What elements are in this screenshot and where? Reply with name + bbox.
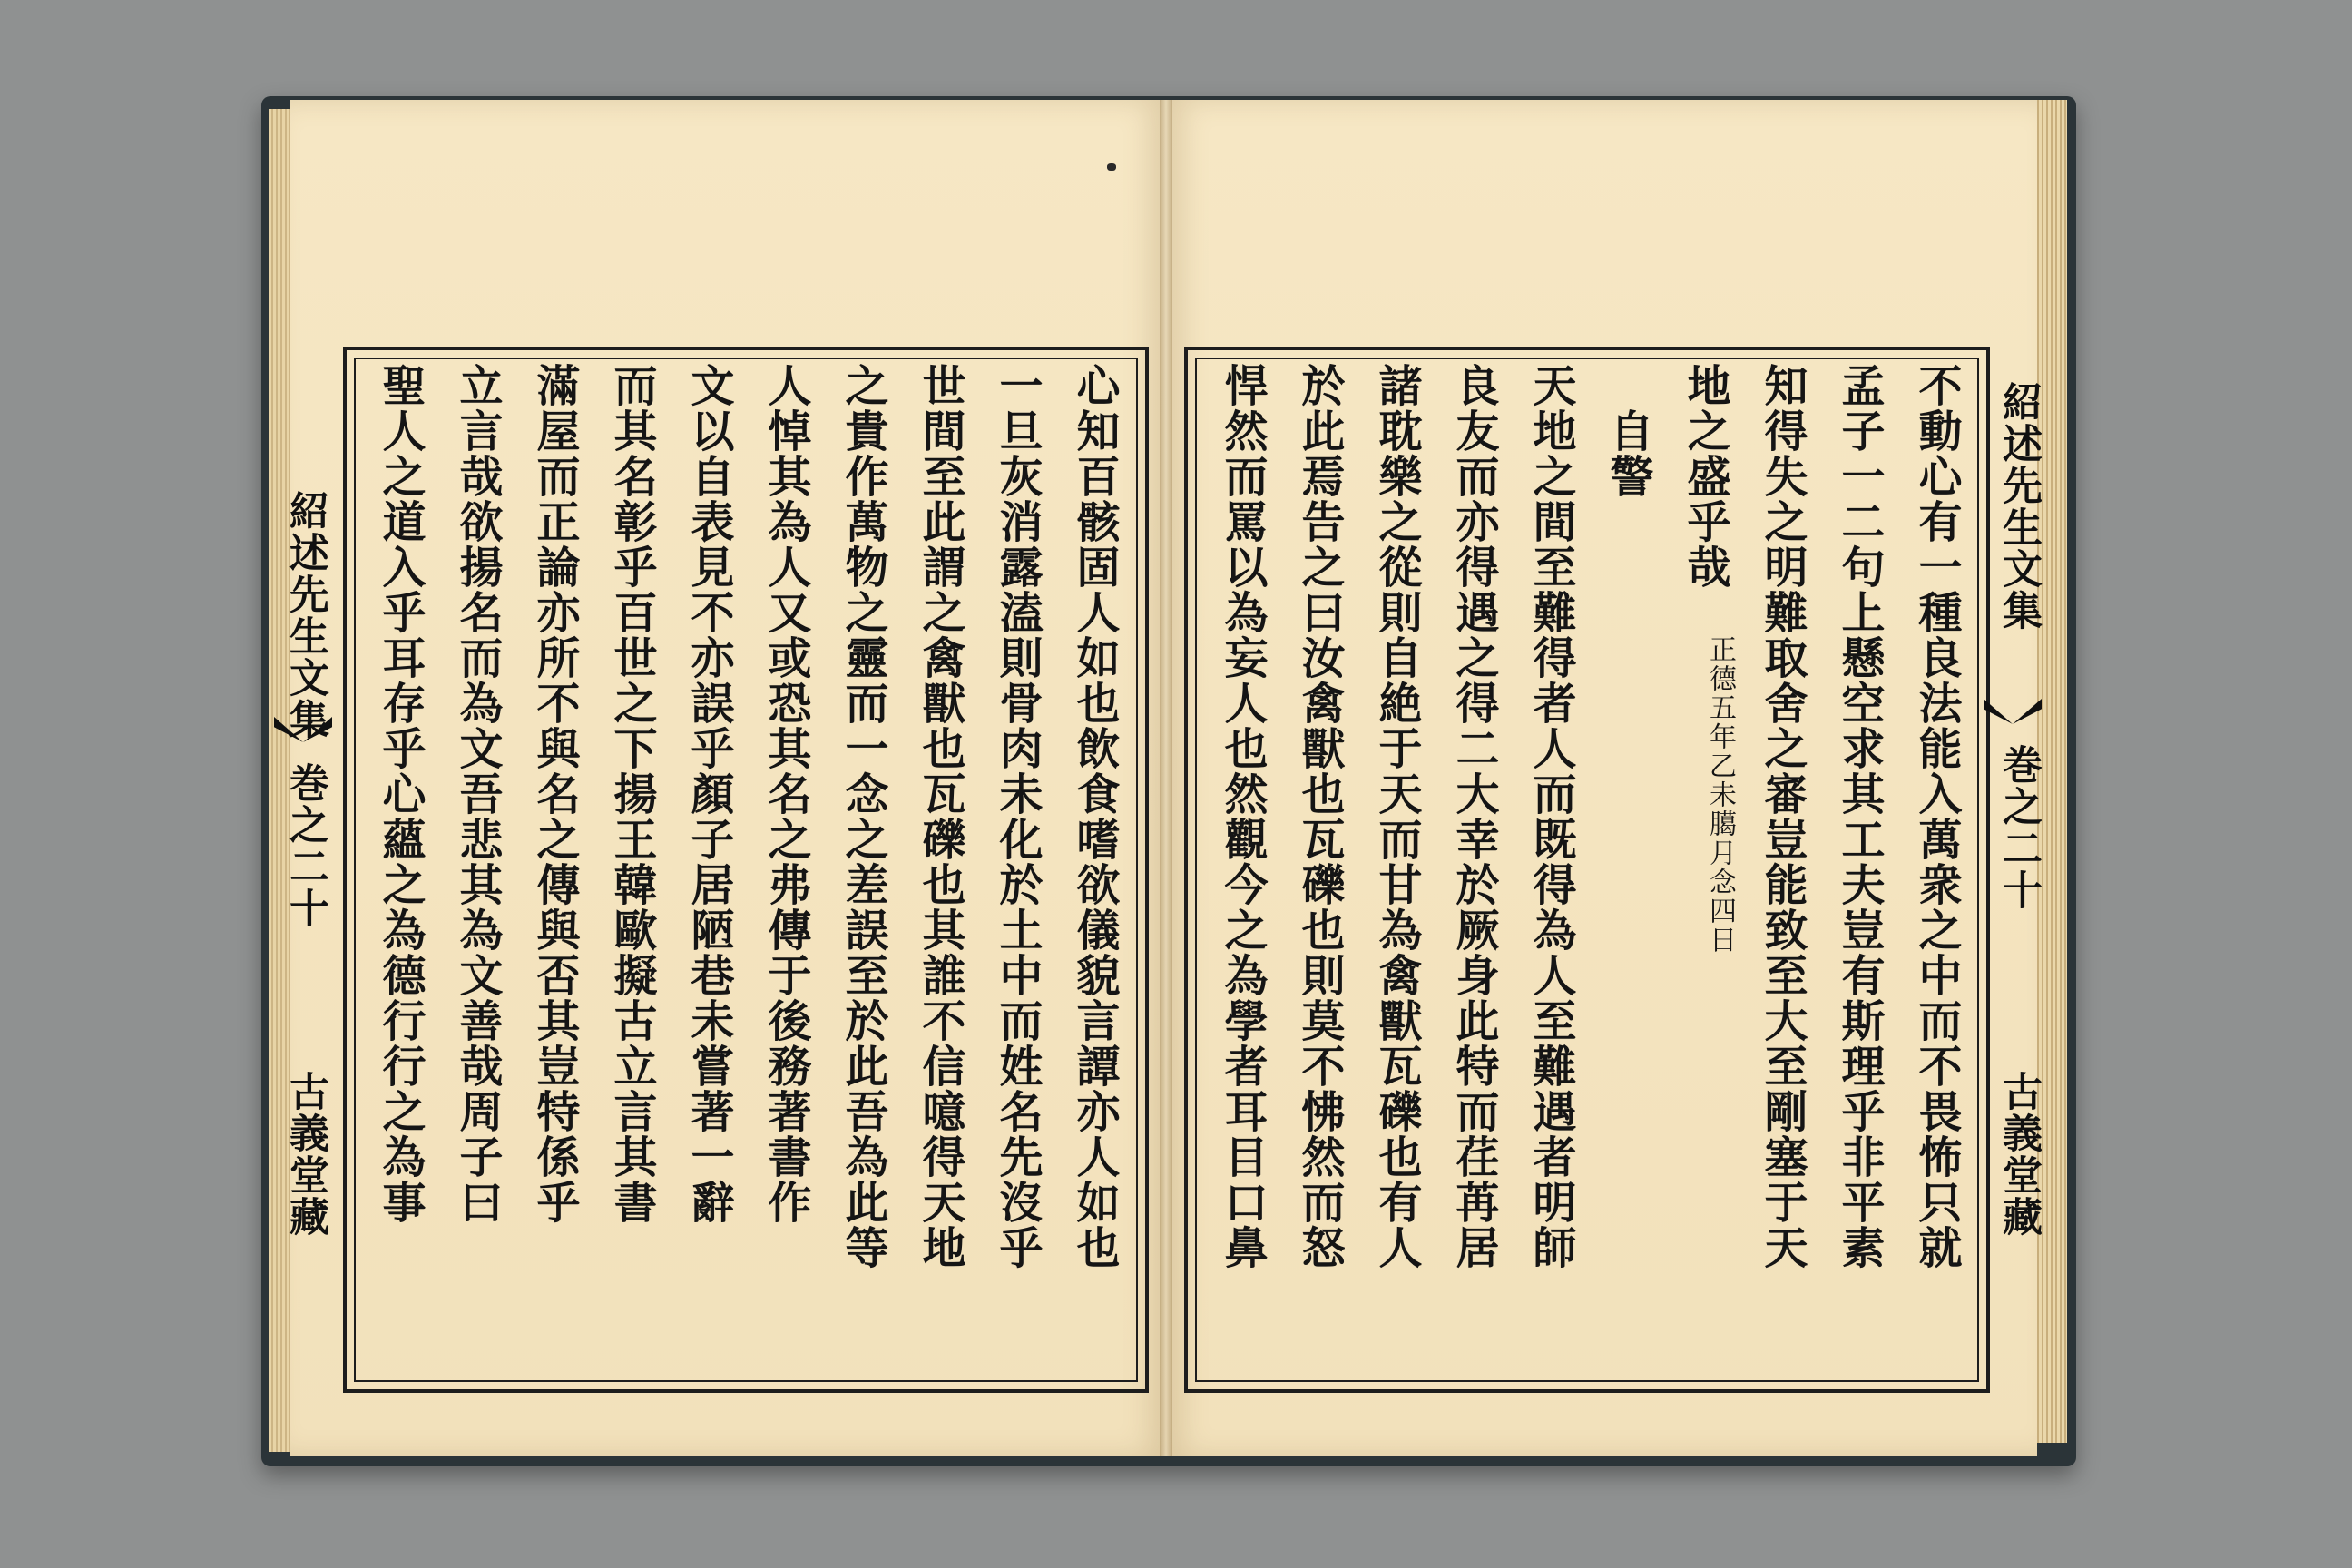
right-column-5: 天地之間至難得者人而既得為人至難遇者明師 bbox=[1525, 363, 1576, 1270]
left-column-8: 滿屋而正論亦所不與名之傳與否其豈特係乎 bbox=[529, 363, 580, 1225]
date-line: 正德五年乙未臈月念四日 bbox=[1704, 635, 1736, 955]
right-hashira-publisher: 古義堂藏 bbox=[1995, 1071, 2042, 1238]
left-hashira-volume: 巻之二十 bbox=[282, 762, 328, 929]
left-column-6: 文以自表見不亦誤乎顏子居陋巷未嘗著一辭 bbox=[683, 363, 734, 1225]
right-column-2: 孟子一二句上懸空求其工夫豈有斯理乎非平素 bbox=[1834, 363, 1885, 1270]
right-column-4: 地之盛乎哉 bbox=[1680, 363, 1730, 590]
book-gutter bbox=[1160, 100, 1172, 1456]
left-column-7: 而其名彰乎百世之下揚王韓歐擬古立言其書 bbox=[606, 363, 657, 1225]
left-column-10: 聖人之道入乎耳存乎心蘊之為德行行之為事 bbox=[375, 363, 426, 1225]
paper-speck bbox=[1107, 163, 1116, 171]
left-hashira-publisher: 古義堂藏 bbox=[282, 1071, 328, 1238]
right-column-1: 不動心有一種良法能入萬衆之中而不畏怖只就 bbox=[1911, 363, 1962, 1270]
left-column-9: 立言哉欲揚名而為文吾悲其為文善哉周子曰 bbox=[452, 363, 503, 1225]
right-hashira-title: 紹述先生文集 bbox=[1995, 381, 2042, 632]
left-column-4: 之貴作萬物之靈而一念之差誤至於此吾為此等 bbox=[838, 363, 888, 1270]
left-column-2: 一旦灰消露溘則骨肉未化於土中而姓名先沒乎 bbox=[992, 363, 1043, 1270]
right-column-7: 諸耽樂之從則自絶于天而甘為禽獸瓦礫也有人 bbox=[1371, 363, 1422, 1270]
right-column-8: 於此焉告之曰汝禽獸也瓦礫也則莫不怫然而怒 bbox=[1294, 363, 1345, 1270]
left-column-3: 世間至此謂之禽獸也瓦礫也其誰不信噫得天地 bbox=[915, 363, 965, 1270]
right-column-3: 知得失之明難取舍之審豈能致至大至剛塞于天 bbox=[1757, 363, 1808, 1270]
right-column-9: 悍然而罵以為妄人也然觀今之為學者耳目口鼻 bbox=[1217, 363, 1268, 1270]
section-heading: 自警 bbox=[1602, 408, 1653, 499]
right-hashira-volume: 巻之二十 bbox=[1995, 744, 2042, 911]
right-column-6: 良友而亦得遇之得二大幸於厥身此特而荏苒居 bbox=[1448, 363, 1499, 1270]
left-hashira-title: 紹述先生文集 bbox=[282, 490, 328, 740]
left-column-5: 人悼其為人又或恐其名之弗傳于後務著書作 bbox=[760, 363, 811, 1225]
left-column-1: 心知百骸固人如也飲食嗜欲儀貌言譚亦人如也 bbox=[1069, 363, 1120, 1270]
